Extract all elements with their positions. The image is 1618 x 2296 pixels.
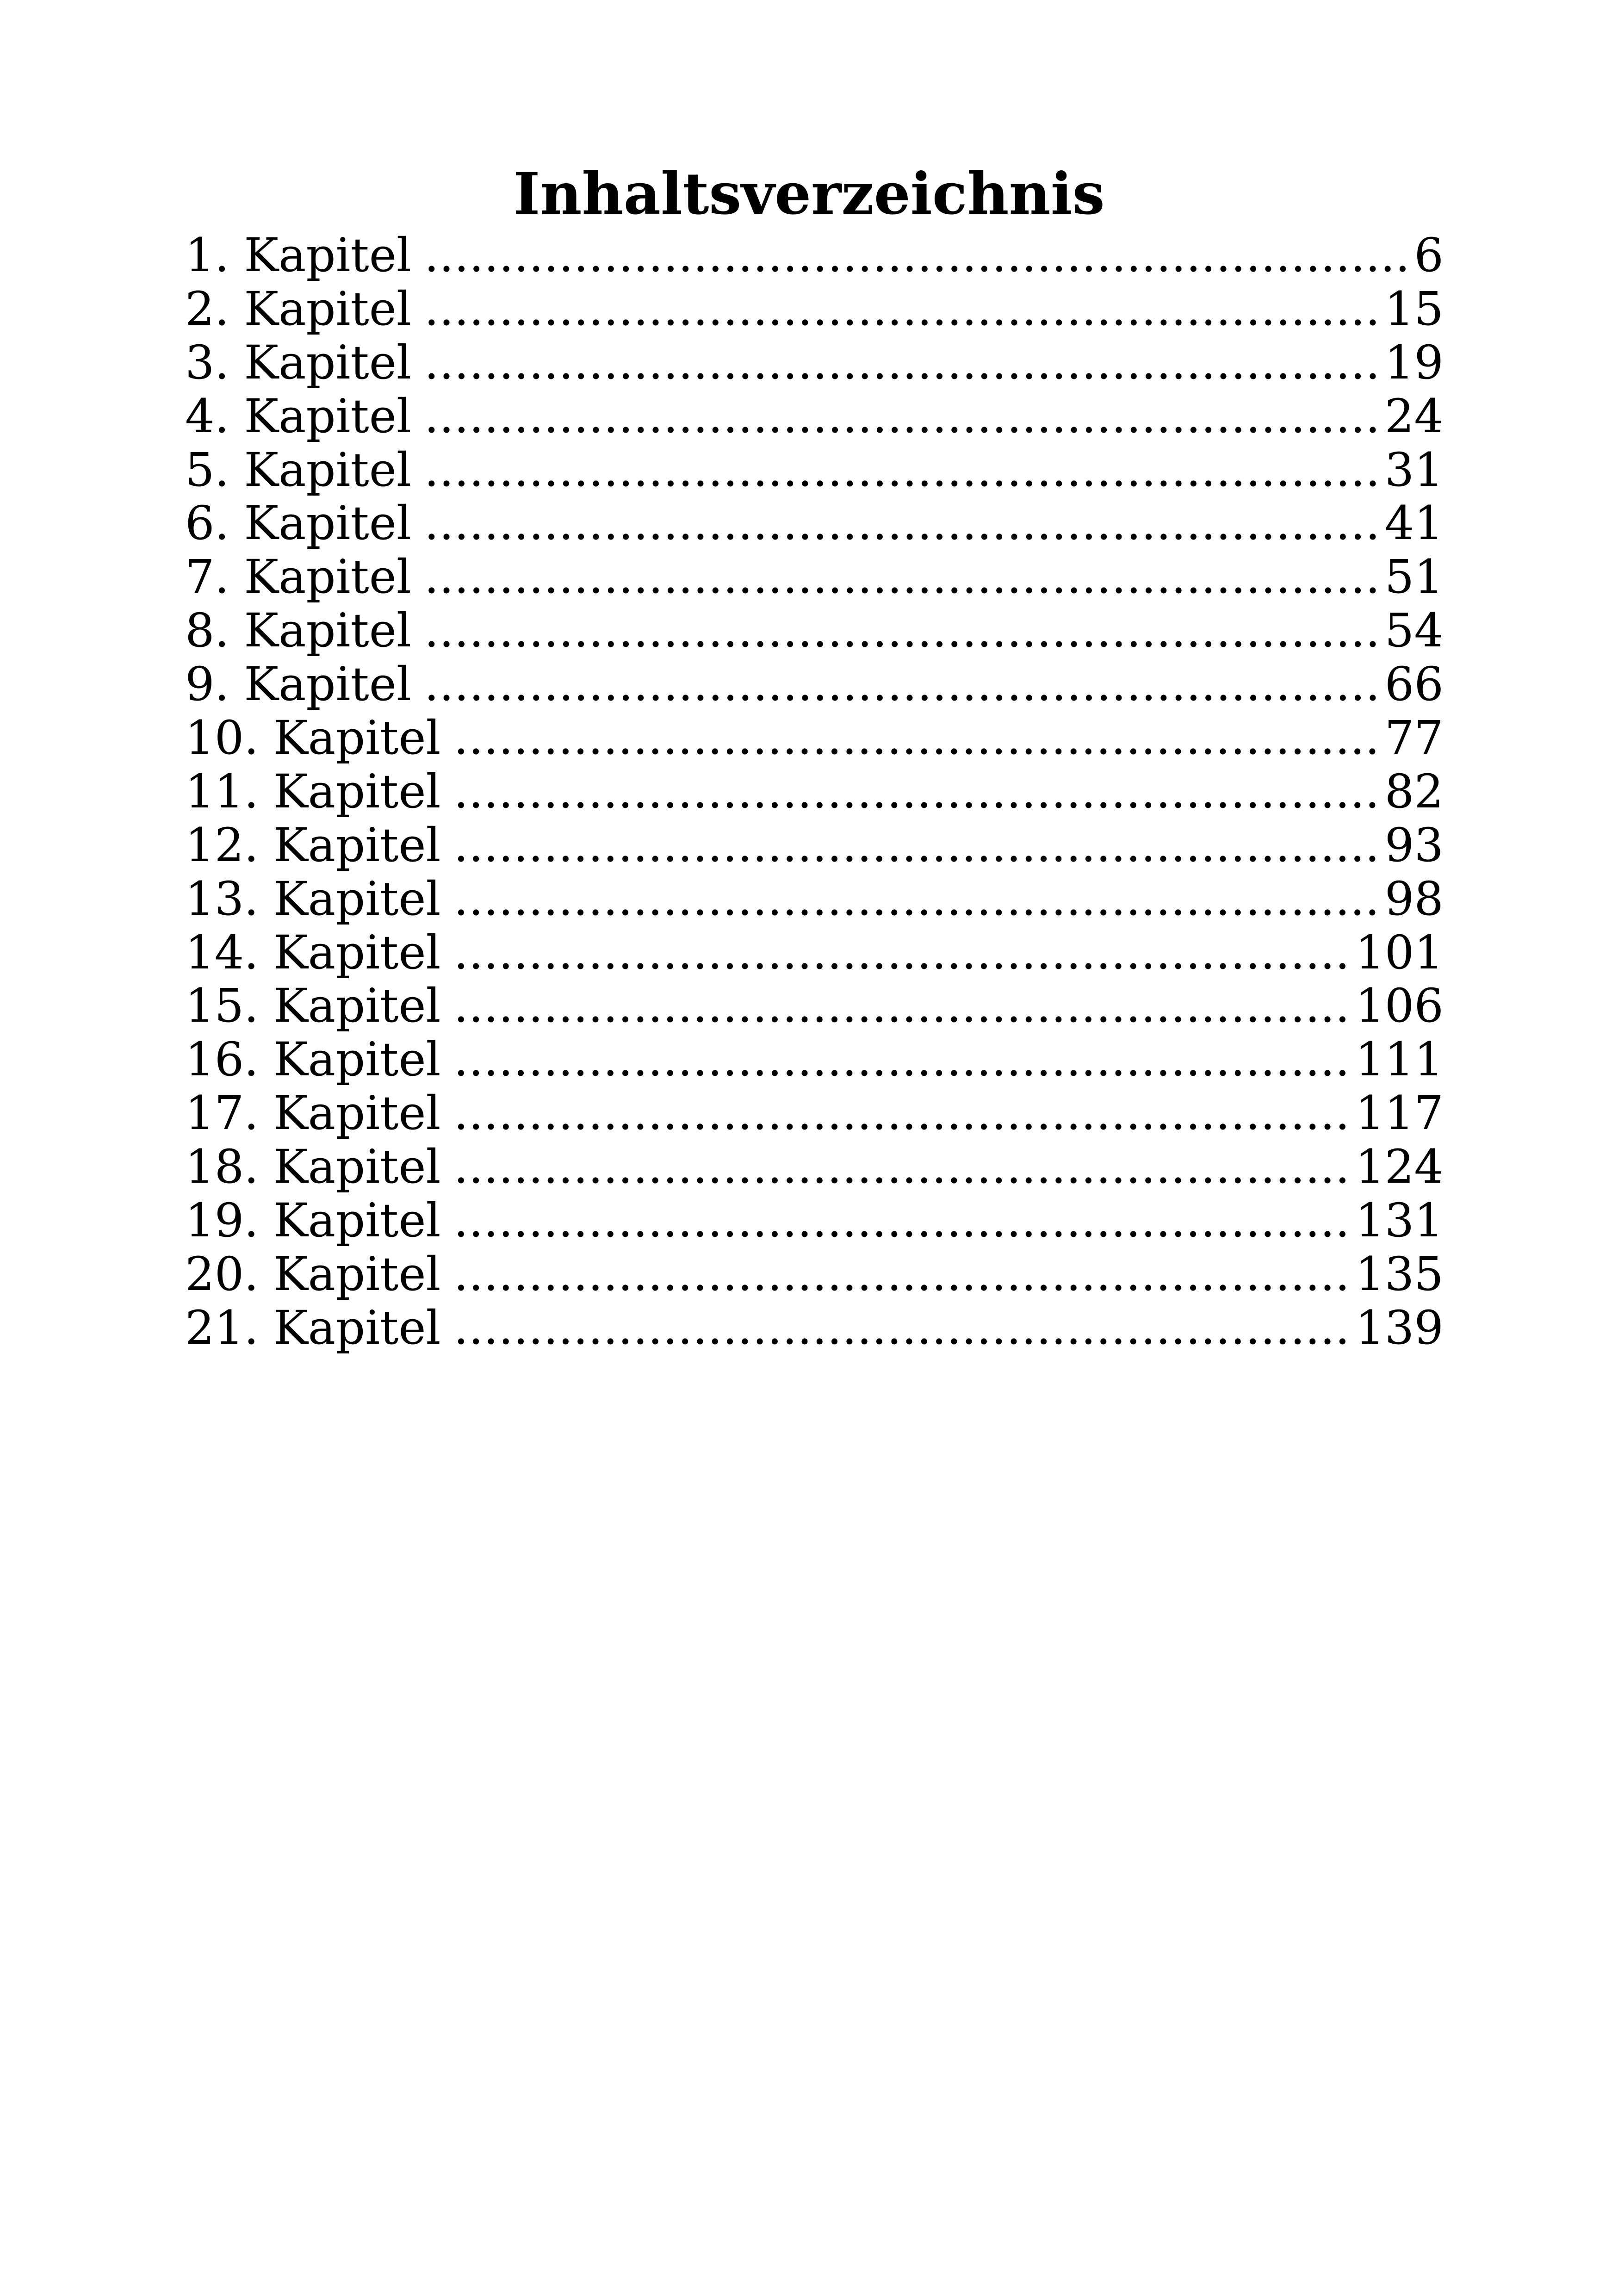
- toc-dot-leader: [454, 765, 1382, 819]
- toc-entry-page-number: 24: [1384, 389, 1444, 443]
- toc-entry: [185, 1033, 1444, 1086]
- toc-entry-page-number: 54: [1384, 604, 1444, 658]
- toc-entry-label: 6. Kapitel: [185, 496, 411, 551]
- toc-entry-label: 9. Kapitel: [185, 658, 411, 712]
- toc-entry-label: 16. Kapitel: [185, 1033, 441, 1087]
- toc-entry-page-number: 51: [1384, 550, 1444, 604]
- toc-entry: [185, 926, 1444, 980]
- toc-dot-leader: [454, 1086, 1353, 1140]
- toc-dot-leader: [454, 1033, 1353, 1086]
- toc-entry-page-number: 19: [1384, 335, 1444, 390]
- toc-entry: [185, 979, 1444, 1033]
- toc-entry-label: 5. Kapitel: [185, 443, 411, 497]
- toc-dot-leader: [424, 443, 1382, 497]
- toc-entry-page-number: 82: [1384, 764, 1444, 819]
- toc-entry-label: 8. Kapitel: [185, 604, 411, 658]
- toc-dot-leader: [424, 496, 1382, 550]
- toc-entry-label: 17. Kapitel: [185, 1086, 441, 1141]
- toc-entry: [185, 550, 1444, 604]
- toc-entry-page-number: 31: [1384, 443, 1444, 497]
- toc-entry-label: 15. Kapitel: [185, 979, 441, 1033]
- toc-entry-label: 3. Kapitel: [185, 335, 411, 390]
- toc-entry-label: 20. Kapitel: [185, 1247, 441, 1301]
- toc-entry: [185, 658, 1444, 711]
- toc-entry-page-number: 77: [1384, 711, 1444, 765]
- toc-entry: [185, 819, 1444, 872]
- toc-dot-leader: [424, 282, 1382, 336]
- toc-entry: [185, 443, 1444, 497]
- toc-entry: [185, 229, 1444, 282]
- toc-entry-label: 2. Kapitel: [185, 282, 411, 336]
- toc-dot-leader: [454, 979, 1353, 1033]
- toc-dot-leader: [454, 1194, 1353, 1247]
- toc-entry-page-number: 41: [1384, 496, 1444, 551]
- table-of-contents: [185, 229, 1444, 1355]
- toc-dot-leader: [424, 658, 1382, 711]
- page-title: Inhaltsverzeichnis: [513, 161, 1105, 228]
- toc-entry: [185, 1301, 1444, 1355]
- toc-dot-leader: [424, 604, 1382, 658]
- toc-dot-leader: [424, 550, 1382, 604]
- toc-entry-label: 13. Kapitel: [185, 872, 441, 926]
- toc-entry: [185, 711, 1444, 765]
- toc-entry-label: 4. Kapitel: [185, 389, 411, 443]
- toc-entry-page-number: 139: [1355, 1301, 1444, 1355]
- toc-entry-page-number: 98: [1384, 872, 1444, 926]
- toc-dot-leader: [454, 1301, 1353, 1355]
- toc-entry: [185, 1140, 1444, 1194]
- toc-entry-page-number: 6: [1414, 229, 1444, 282]
- toc-dot-leader: [424, 336, 1382, 390]
- toc-entry: [185, 1247, 1444, 1301]
- toc-entry-label: 7. Kapitel: [185, 550, 411, 604]
- toc-entry-page-number: 101: [1355, 925, 1444, 980]
- toc-entry-label: 12. Kapitel: [185, 818, 441, 872]
- toc-entry: [185, 336, 1444, 390]
- toc-entry-label: 1. Kapitel: [185, 229, 411, 282]
- toc-entry: [185, 1194, 1444, 1247]
- toc-entry-label: 18. Kapitel: [185, 1140, 441, 1194]
- toc-dot-leader: [454, 1140, 1353, 1194]
- toc-dot-leader: [454, 711, 1382, 765]
- toc-entry-label: 11. Kapitel: [185, 764, 441, 819]
- toc-entry-label: 14. Kapitel: [185, 925, 441, 980]
- toc-entry-page-number: 117: [1355, 1086, 1444, 1141]
- toc-dot-leader: [454, 926, 1353, 980]
- toc-dot-leader: [454, 1247, 1353, 1301]
- toc-entry-label: 10. Kapitel: [185, 711, 441, 765]
- toc-entry-page-number: 135: [1355, 1247, 1444, 1301]
- toc-entry: [185, 1086, 1444, 1140]
- toc-entry-page-number: 111: [1355, 1033, 1444, 1087]
- toc-dot-leader: [454, 872, 1382, 926]
- toc-entry-page-number: 15: [1384, 282, 1444, 336]
- toc-entry-label: 19. Kapitel: [185, 1194, 441, 1247]
- toc-dot-leader: [454, 819, 1382, 872]
- toc-entry: [185, 496, 1444, 550]
- toc-entry-label: 21. Kapitel: [185, 1301, 441, 1355]
- toc-entry: [185, 604, 1444, 658]
- toc-entry: [185, 390, 1444, 443]
- toc-entry: [185, 872, 1444, 926]
- toc-dot-leader: [424, 390, 1382, 443]
- toc-entry: [185, 765, 1444, 819]
- toc-entry-page-number: 131: [1355, 1194, 1444, 1247]
- toc-entry-page-number: 93: [1384, 818, 1444, 872]
- toc-entry-page-number: 124: [1355, 1140, 1444, 1194]
- toc-entry: [185, 282, 1444, 336]
- toc-dot-leader: [424, 229, 1412, 282]
- toc-entry-page-number: 66: [1384, 658, 1444, 712]
- toc-entry-page-number: 106: [1355, 979, 1444, 1033]
